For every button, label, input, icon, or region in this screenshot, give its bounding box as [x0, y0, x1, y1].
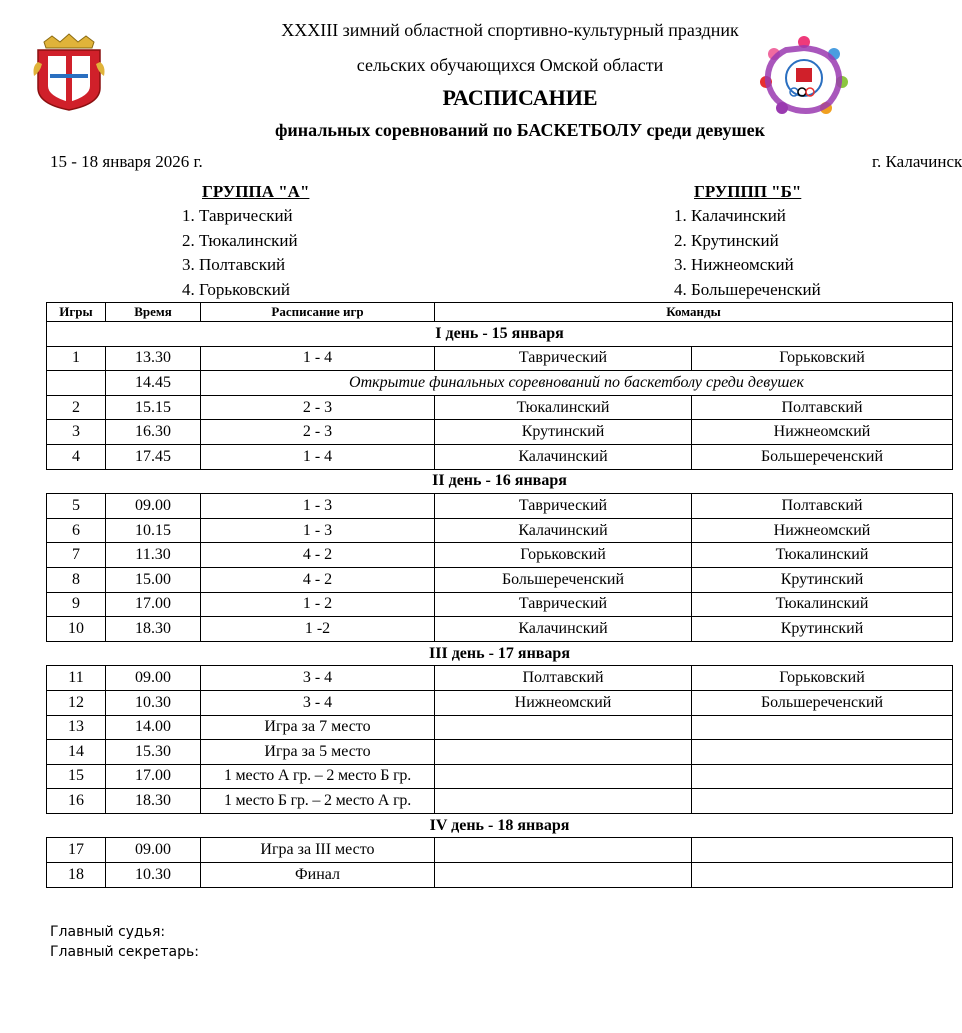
header-line-1: XXXIII зимний областной спортивно-культурный праздник — [281, 20, 739, 40]
game-number: 10 — [47, 617, 106, 642]
game-number: 18 — [47, 863, 106, 888]
game-pairing: 4 - 2 — [201, 543, 435, 568]
team-2: Крутинский — [692, 617, 953, 642]
game-number: 7 — [47, 543, 106, 568]
game-pairing: 2 - 3 — [201, 420, 435, 445]
game-time: 17.45 — [106, 444, 201, 469]
team-2 — [692, 838, 953, 863]
table-row — [47, 444, 953, 469]
game-time: 11.30 — [106, 543, 201, 568]
team-2 — [692, 789, 953, 814]
game-pairing: 4 - 2 — [201, 567, 435, 592]
table-row — [47, 543, 953, 568]
game-pairing: Игра за III место — [201, 838, 435, 863]
game-number: 9 — [47, 592, 106, 617]
game-pairing: 1 - 3 — [201, 518, 435, 543]
game-number: 3 — [47, 420, 106, 445]
table-row — [47, 789, 953, 814]
team-2: Тюкалинский — [692, 592, 953, 617]
game-time: 14.45 — [106, 371, 201, 396]
game-pairing: 1 - 4 — [201, 444, 435, 469]
table-row — [47, 863, 953, 888]
team-1 — [435, 740, 692, 765]
group-a-item: 3. Полтавский — [182, 255, 286, 275]
header-line-2: сельских обучающихся Омской области — [356, 55, 664, 75]
day-header: II день - 16 января — [47, 469, 953, 494]
game-time: 10.30 — [106, 863, 201, 888]
game-pairing: Игра за 5 место — [201, 740, 435, 765]
table-row — [47, 371, 953, 396]
game-time: 09.00 — [106, 838, 201, 863]
table-row — [47, 617, 953, 642]
team-2 — [692, 764, 953, 789]
game-number: 6 — [47, 518, 106, 543]
game-number: 8 — [47, 567, 106, 592]
chief-judge-label: Главный судья: — [50, 924, 166, 940]
group-b-item: 1. Калачинский — [674, 206, 786, 225]
game-time: 10.15 — [106, 518, 201, 543]
group-a-item: 4. Горьковский — [182, 279, 290, 299]
group-b-item: 2. Крутинский — [674, 230, 779, 250]
team-1 — [435, 789, 692, 814]
game-time: 17.00 — [106, 764, 201, 789]
team-1 — [435, 715, 692, 740]
table-row — [47, 567, 953, 592]
group-b-list — [674, 204, 821, 302]
group-b-title: ГРУППП "Б" — [694, 182, 802, 201]
team-2: Полтавский — [692, 395, 953, 420]
header-games: Игры — [47, 303, 106, 322]
table-row — [47, 838, 953, 863]
day-header: IV день - 18 января — [47, 813, 953, 838]
chief-secretary-label: Главный секретарь: — [50, 944, 199, 960]
team-1: Тюкалинский — [435, 395, 692, 420]
table-row — [47, 346, 953, 371]
game-number: 12 — [47, 690, 106, 715]
game-time: 15.00 — [106, 567, 201, 592]
team-1 — [435, 838, 692, 863]
table-header-row — [47, 303, 953, 322]
game-number: 14 — [47, 740, 106, 765]
game-time: 16.30 — [106, 420, 201, 445]
team-2: Горьковский — [692, 346, 953, 371]
team-2: Полтавский — [692, 494, 953, 519]
team-1: Большереченский — [435, 567, 692, 592]
game-pairing: Игра за 7 место — [201, 715, 435, 740]
team-2 — [692, 863, 953, 888]
game-time: 09.00 — [106, 494, 201, 519]
event-place: г. Калачинск — [872, 152, 962, 171]
table-row — [47, 592, 953, 617]
opening-ceremony: Открытие финальных соревнований по баскетболу среди девушек — [201, 371, 953, 396]
team-1: Нижнеомский — [435, 690, 692, 715]
game-pairing: Финал — [201, 863, 435, 888]
game-number: 15 — [47, 764, 106, 789]
game-pairing: 1 - 3 — [201, 494, 435, 519]
table-row — [47, 420, 953, 445]
team-1: Таврический — [435, 592, 692, 617]
omsk-coat-of-arms-logo — [30, 32, 108, 112]
table-row — [47, 518, 953, 543]
game-time: 13.30 — [106, 346, 201, 371]
team-2: Горьковский — [692, 666, 953, 691]
table-row — [47, 690, 953, 715]
team-1: Калачинский — [435, 518, 692, 543]
team-1 — [435, 863, 692, 888]
game-pairing: 1 место А гр. – 2 место Б гр. — [201, 764, 435, 789]
game-pairing: 3 - 4 — [201, 690, 435, 715]
game-time: 18.30 — [106, 789, 201, 814]
table-row — [47, 666, 953, 691]
day-header: I день - 15 января — [47, 322, 953, 347]
team-2 — [692, 740, 953, 765]
page-title: РАСПИСАНИЕ — [442, 85, 598, 110]
group-a-title: ГРУППА "А" — [202, 182, 310, 201]
team-1: Таврический — [435, 346, 692, 371]
group-a-list — [182, 204, 298, 302]
game-pairing: 1 - 2 — [201, 592, 435, 617]
team-2: Нижнеомский — [692, 518, 953, 543]
team-2: Большереченский — [692, 444, 953, 469]
game-number: 2 — [47, 395, 106, 420]
team-1: Крутинский — [435, 420, 692, 445]
table-row — [47, 494, 953, 519]
team-1 — [435, 764, 692, 789]
game-number: 16 — [47, 789, 106, 814]
game-pairing: 1 - 4 — [201, 346, 435, 371]
game-pairing: 2 - 3 — [201, 395, 435, 420]
event-dates: 15 - 18 января 2026 г. — [50, 152, 203, 171]
team-2 — [692, 715, 953, 740]
table-row — [47, 740, 953, 765]
game-number — [47, 371, 106, 396]
team-1: Калачинский — [435, 617, 692, 642]
group-a-item: 1. Таврический — [182, 206, 293, 225]
team-2: Тюкалинский — [692, 543, 953, 568]
header-time: Время — [106, 303, 201, 322]
game-pairing: 3 - 4 — [201, 666, 435, 691]
page-subtitle: финальных соревнований по БАСКЕТБОЛУ среди девушек — [274, 120, 766, 140]
game-time: 17.00 — [106, 592, 201, 617]
day-header: III день - 17 января — [47, 641, 953, 666]
game-time: 18.30 — [106, 617, 201, 642]
game-number: 1 — [47, 346, 106, 371]
game-number: 11 — [47, 666, 106, 691]
game-pairing: 1 место Б гр. – 2 место А гр. — [201, 789, 435, 814]
header-schedule: Расписание игр — [201, 303, 435, 322]
game-time: 14.00 — [106, 715, 201, 740]
game-time: 15.30 — [106, 740, 201, 765]
team-2: Крутинский — [692, 567, 953, 592]
group-b-item: 4. Большереченский — [674, 279, 821, 299]
game-time: 15.15 — [106, 395, 201, 420]
table-row — [47, 764, 953, 789]
game-number: 4 — [47, 444, 106, 469]
team-2: Большереченский — [692, 690, 953, 715]
team-1: Полтавский — [435, 666, 692, 691]
game-number: 13 — [47, 715, 106, 740]
game-pairing: 1 -2 — [201, 617, 435, 642]
group-a-item: 2. Тюкалинский — [182, 230, 298, 250]
table-row — [47, 395, 953, 420]
game-time: 10.30 — [106, 690, 201, 715]
team-1: Таврический — [435, 494, 692, 519]
team-2: Нижнеомский — [692, 420, 953, 445]
table-row — [47, 715, 953, 740]
game-number: 5 — [47, 494, 106, 519]
game-time: 09.00 — [106, 666, 201, 691]
team-1: Горьковский — [435, 543, 692, 568]
game-number: 17 — [47, 838, 106, 863]
team-1: Калачинский — [435, 444, 692, 469]
header-teams: Команды — [435, 303, 953, 322]
schedule-table — [46, 302, 953, 888]
group-b-item: 3. Нижнеомский — [674, 255, 794, 275]
